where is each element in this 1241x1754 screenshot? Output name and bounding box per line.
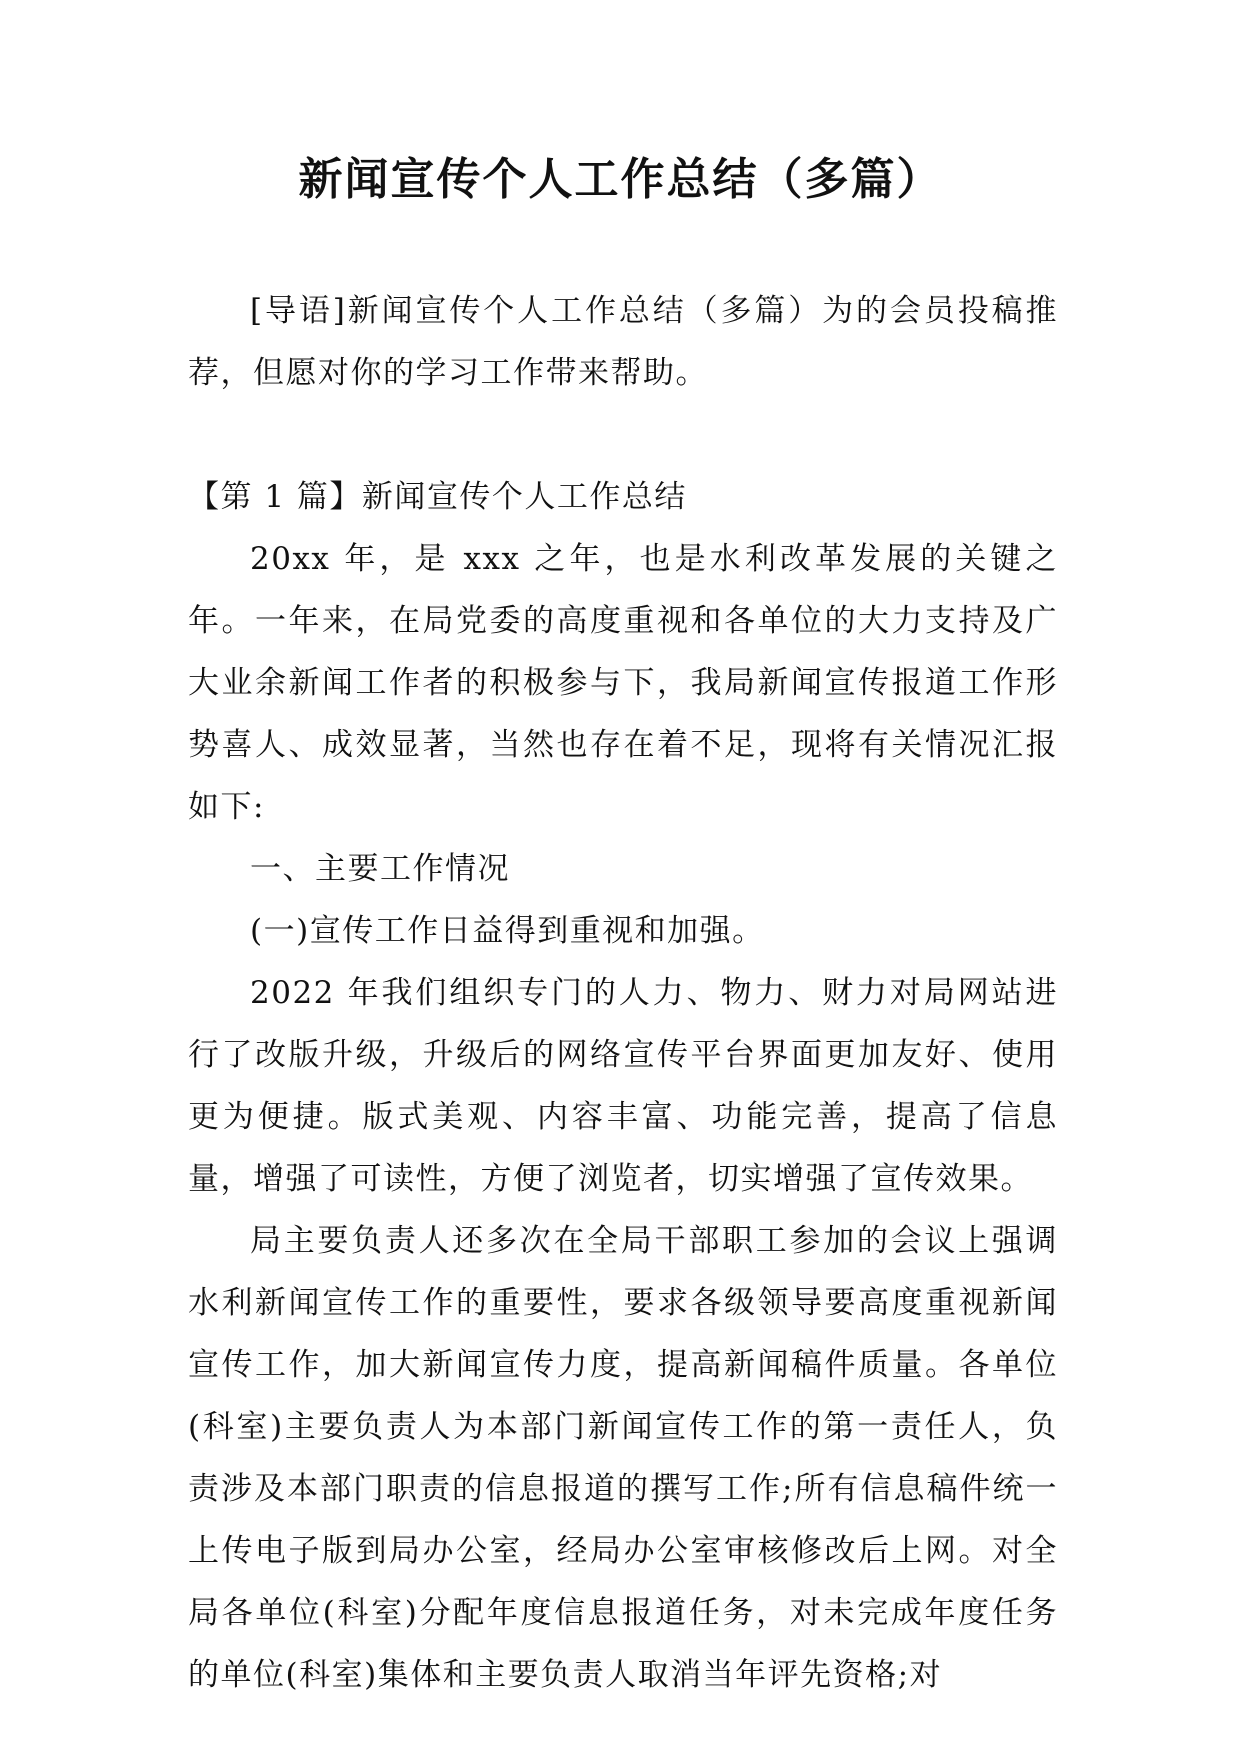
section-heading: 【第 1 篇】新闻宣传个人工作总结 (188, 479, 687, 515)
body-paragraph: 20xx 年，是 xxx 之年，也是水利改革发展的关键之年。一年来，在局党委的高度重视和各单位的大力支持及广大业余新闻工作者的积极参与下，我局新闻宣传报道工作形势喜人、成效显著，当然也存在着不足，现将有关情况汇报如下: (188, 541, 1058, 825)
document-body (188, 280, 1058, 1706)
subheading-main-work: 一、主要工作情况 (250, 851, 510, 887)
body-paragraph: 2022 年我们组织专门的人力、物力、财力对局网站进行了改版升级，升级后的网络宣传平台界面更加友好、使用更为便捷。版式美观、内容丰富、功能完善，提高了信息量，增强了可读性，方便了浏览者，切实增强了宣传效果。 (188, 975, 1058, 1197)
body-paragraph: 局主要负责人还多次在全局干部职工参加的会议上强调水利新闻宣传工作的重要性，要求各级领导要高度重视新闻宣传工作，加大新闻宣传力度，提高新闻稿件质量。各单位(科室)主要负责人为本部门新闻宣传工作的第一责任人，负责涉及本部门职责的信息报道的撰写工作;所有信息稿件统一上传电子版到局办公室，经局办公室审核修改后上网。对全局各单位(科室)分配年度信息报道任务，对未完成年度任务的单位(科室)集体和主要负责人取消当年评先资格;对 (188, 1223, 1058, 1693)
document-title: 新闻宣传个人工作总结（多篇） (298, 154, 943, 205)
intro-paragraph: [导语]新闻宣传个人工作总结（多篇）为的会员投稿推荐，但愿对你的学习工作带来帮助。 (188, 293, 1058, 391)
subheading-publicity: (一)宣传工作日益得到重视和加强。 (250, 913, 765, 949)
